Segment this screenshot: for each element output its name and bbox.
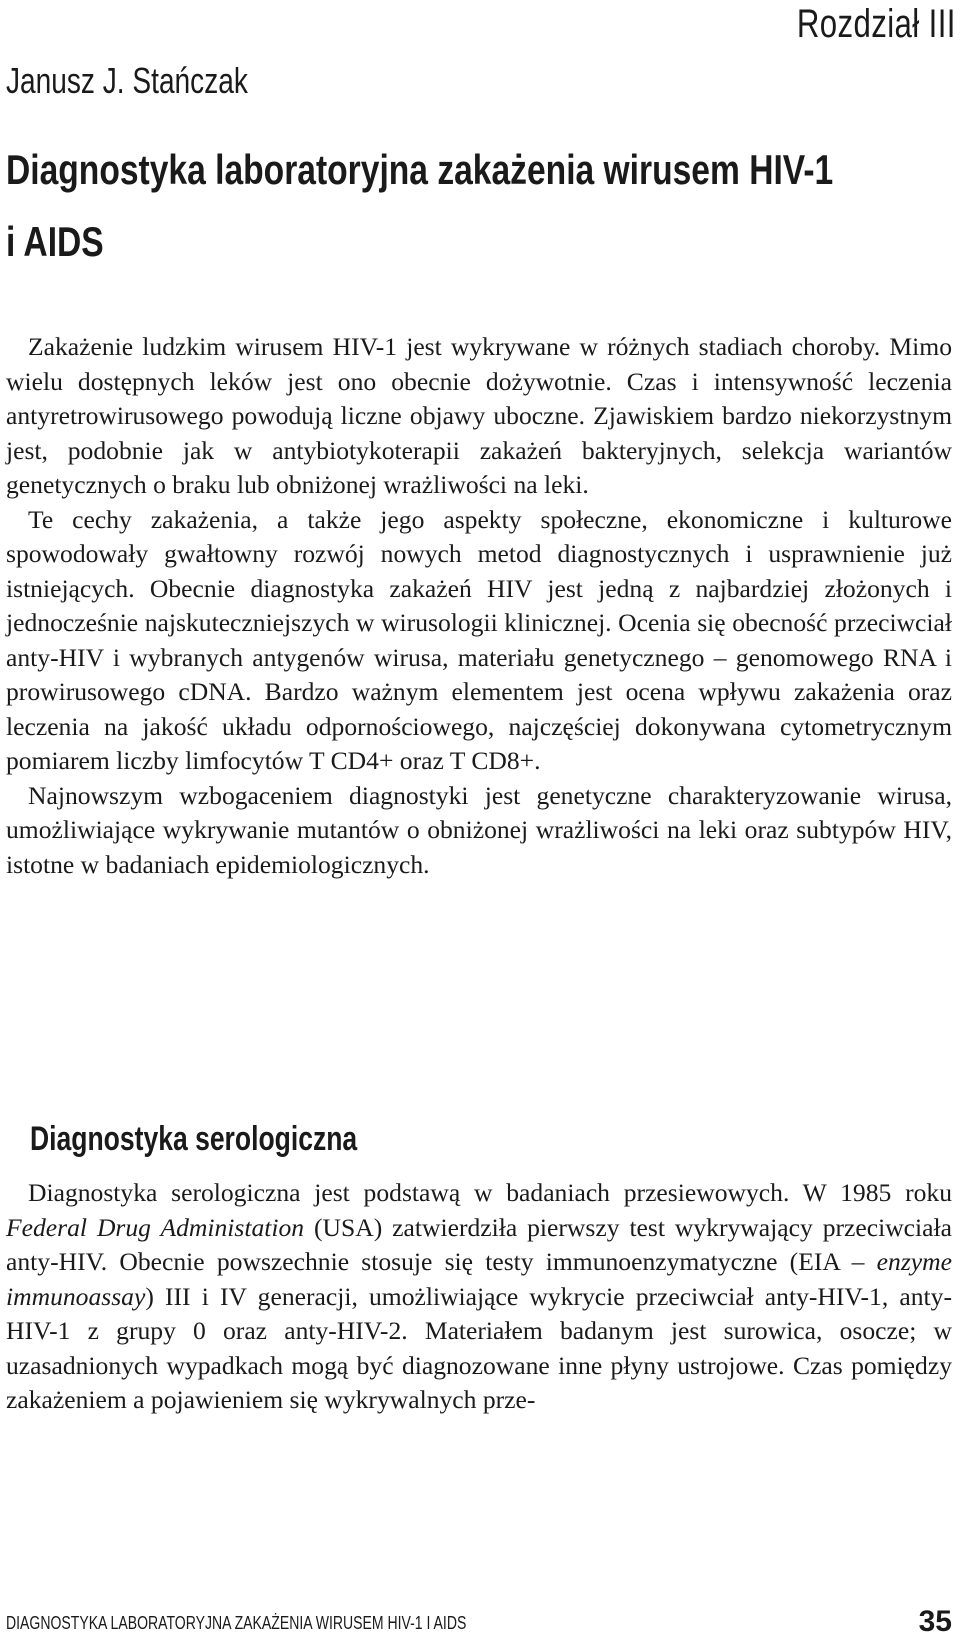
intro-paragraph-3: Najnowszym wzbogaceniem diagnostyki jest genetyczne charakteryzowanie wirusa, umożliwiające wykrywanie mutantów o obniżonej wrażliwości na leki oraz subtypów HIV, istotne w badaniach epidemiologicznych. (6, 780, 952, 879)
intro-paragraph-1: Zakażenie ludzkim wirusem HIV-1 jest wykrywane w różnych stadiach choroby. Mimo wielu dostępnych leków jest ono obecnie dożywotnie. Czas i intensywność leczenia antyretrowirusowego powodują liczne objawy uboczne. Zjawiskiem bardzo niekorzystnym jest, podobnie jak w antybiotykoterapii zakażeń bakteryjnych, selekcja wariantów genetycznych o braku lub obniżonej wrażliwości na leki. (6, 332, 952, 499)
serology-text-part-1: Diagnostyka serologiczna jest podstawą w badaniach przesiewowych. W 1985 roku (28, 1178, 952, 1207)
chapter-label: Rozdział III (796, 2, 956, 46)
chapter-title-line-2: i AIDS (6, 218, 104, 265)
intro-text (6, 330, 952, 882)
serology-paragraph (6, 1176, 952, 1418)
author-name: Janusz J. Stańczak (6, 60, 248, 101)
chapter-title-line-1: Diagnostyka laboratoryjna zakażenia wirusem HIV-1 (6, 146, 834, 193)
chapter-title (6, 134, 926, 278)
page-number: 35 (918, 1605, 952, 1638)
serology-text-part-2: (USA) zatwierdziła pierwszy test wykrywający przeciwciała anty-HIV. Obecnie powszechnie stosuje się testy immunoenzymatyczne (EIA – (6, 1212, 952, 1276)
serology-text (6, 1176, 952, 1418)
agency-name: Federal Drug Administation (6, 1212, 305, 1242)
section-heading: Diagnostyka serologiczna (30, 1120, 358, 1158)
running-footer: DIAGNOSTYKA LABORATORYJNA ZAKAŻENIA WIRUSEM HIV-1 I AIDS (6, 1613, 467, 1633)
serology-text-part-3: ) III i IV generacji, umożliwiające wykrycie przeciwciał anty-HIV-1, anty-HIV-1 z grupy 0 oraz anty-HIV-2. Materiałem badanym jest surowica, osocze; w uzasadnionych wypadkach mogą być diagnozowane inne płyny ustrojowe. Czas pomiędzy zakażeniem a pojawieniem się wykrywalnych prze- (6, 1281, 952, 1414)
intro-paragraph-2: Te cechy zakażenia, a także jego aspekty społeczne, ekonomiczne i kulturowe spowodowały gwałtowny rozwój nowych metod diagnostycznych i usprawnienie już istniejących. Obecnie diagnostyka zakażeń HIV jest jedną z najbardziej złożonych i jednocześnie najskuteczniejszych w wirusologii klinicznej. Ocenia się obecność przeciwciał anty-HIV i wybranych antygenów wirusa, materiału genetycznego – genomowego RNA i prowirusowego cDNA. Bardzo ważnym elementem jest ocena wpływu zakażenia oraz leczenia na jakość układu odpornościowego, najczęściej dokonywana cytometrycznym pomiarem liczby limfocytów T CD4+ oraz T CD8+. (6, 504, 952, 775)
eia-expansion: enzyme immunoassay (6, 1247, 952, 1311)
